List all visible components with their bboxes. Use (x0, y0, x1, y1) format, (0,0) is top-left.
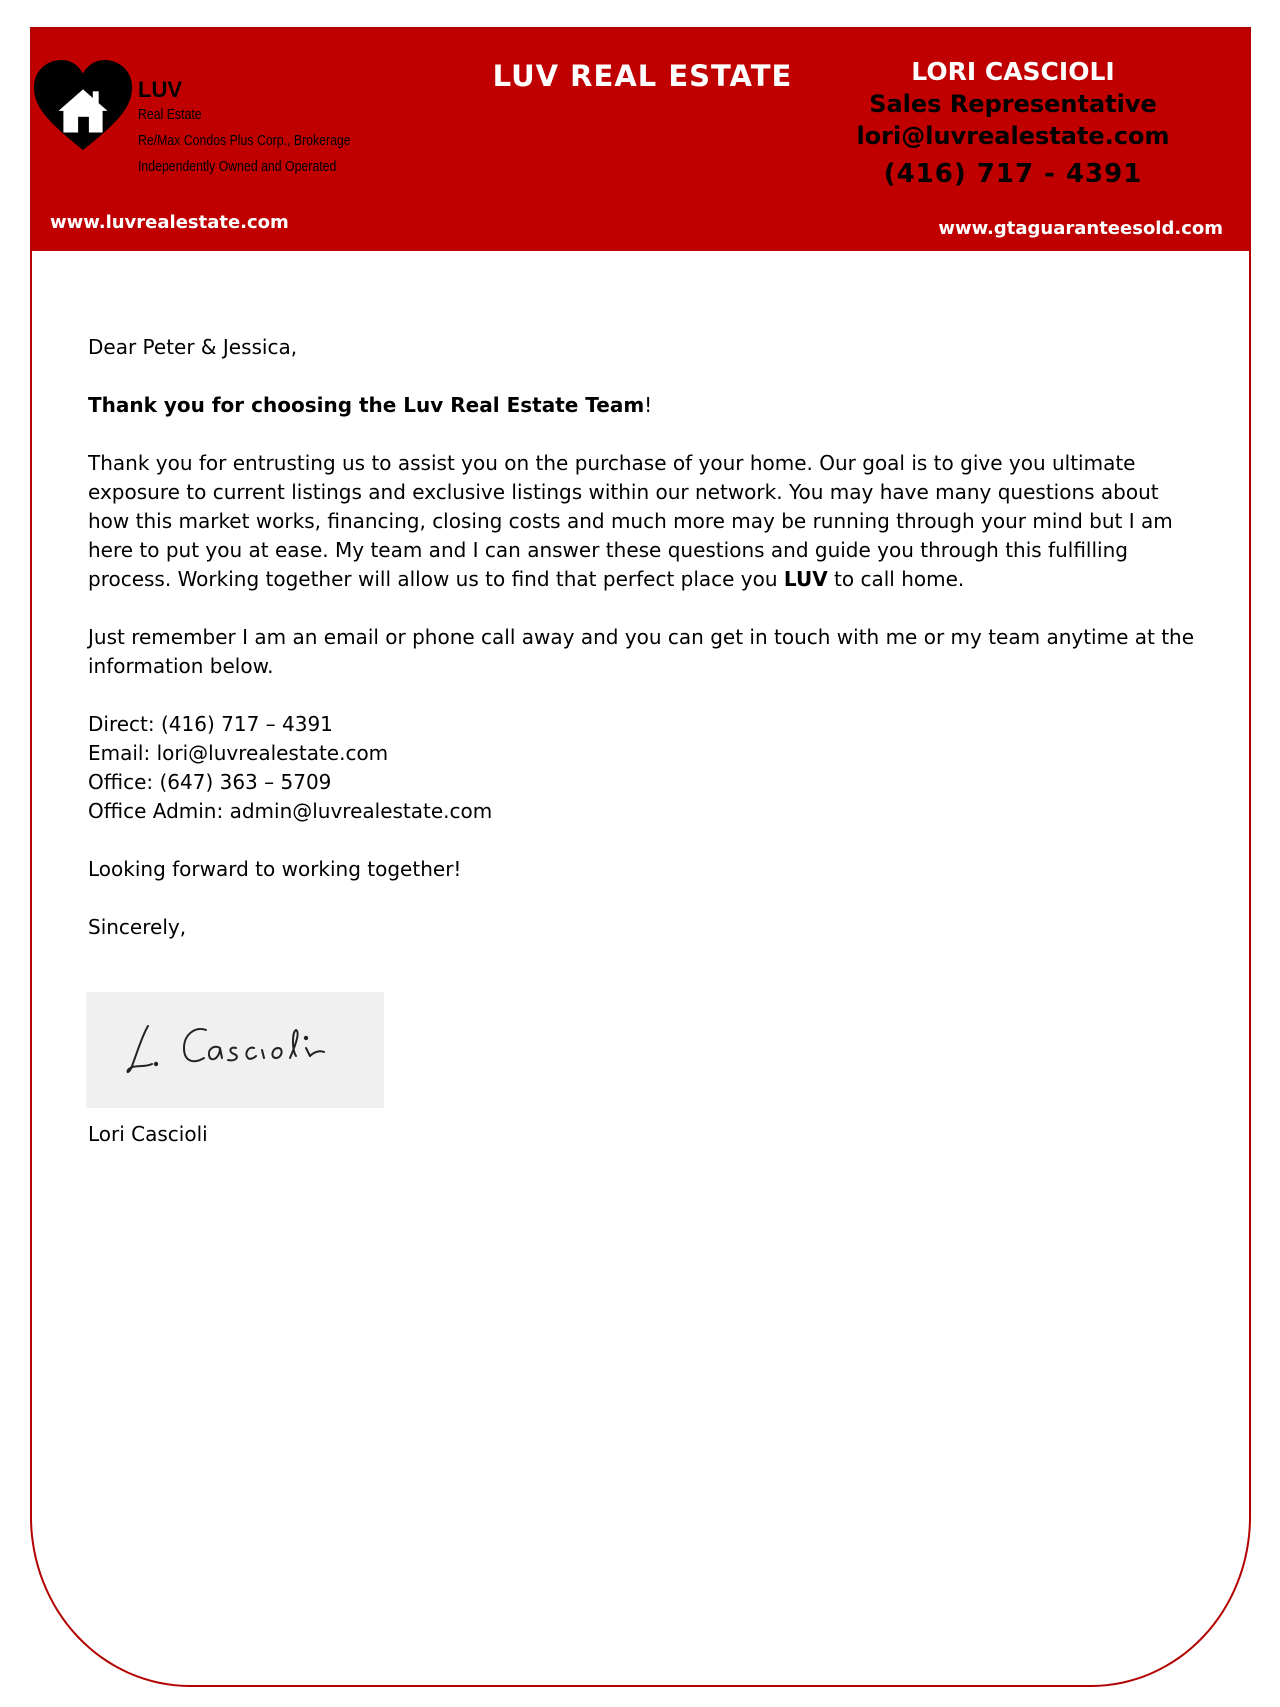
handwritten-signature (86, 992, 384, 1108)
signer-name: Lori Cascioli (88, 1122, 208, 1146)
brand-block (138, 78, 397, 180)
thanks-bold: Thank you for choosing the Luv Real Estate Team (88, 393, 645, 417)
contact-email: Email: lori@luvrealestate.com (88, 741, 389, 765)
body1-part1: Thank you for entrusting us to assist you on the purchase of your home. Our goal is to give you ultimate exposure to current listings and exclusive listings within our network. You may have many questions about how this market works, financing, closing costs and much more may be running through your mind but I am here to put you at ease. My team and I can answer these questions and guide you through this fulfilling process. Working together will allow us to find that perfect place you (88, 451, 1173, 591)
body1-part2: to call home. (827, 567, 965, 591)
agent-email-link[interactable]: lori@luvrealestate.com (856, 122, 1170, 150)
thanks-line (88, 391, 1198, 420)
thanks-end: ! (644, 393, 653, 417)
brand-title: LUV (138, 77, 182, 102)
letter-body (88, 333, 1198, 971)
closing-line: Looking forward to working together! (88, 857, 462, 881)
website-link-right[interactable]: www.gtaguaranteesold.com (938, 218, 1223, 239)
ownership-line: Independently Owned and Operated (138, 158, 337, 175)
agent-role: Sales Representative (869, 90, 1157, 118)
agent-phone: (416) 717 - 4391 (883, 159, 1143, 189)
body-paragraph-2: Just remember I am an email or phone call away and you can get in touch with me or my team anytime at the information below. (88, 625, 1195, 678)
signature-image (86, 992, 384, 1108)
website-link-left[interactable]: www.luvrealestate.com (50, 212, 289, 233)
letterhead-header (32, 29, 1249, 251)
body1-bold: LUV (783, 567, 828, 591)
contact-admin: Office Admin: admin@luvrealestate.com (88, 799, 493, 823)
brokerage-line: Re/Max Condos Plus Corp., Brokerage (138, 132, 351, 149)
contact-office: Office: (647) 363 – 5709 (88, 770, 332, 794)
greeting: Dear Peter & Jessica, (88, 335, 298, 359)
company-title: LUV REAL ESTATE (492, 59, 793, 93)
body-paragraph-1 (88, 449, 1198, 594)
contact-direct: Direct: (416) 717 – 4391 (88, 712, 333, 736)
brand-line: Real Estate (138, 106, 202, 123)
signoff: Sincerely, (88, 915, 187, 939)
agent-contact-block (803, 55, 1223, 196)
contact-lines (88, 710, 1198, 826)
agent-name: LORI CASCIOLI (911, 57, 1115, 86)
